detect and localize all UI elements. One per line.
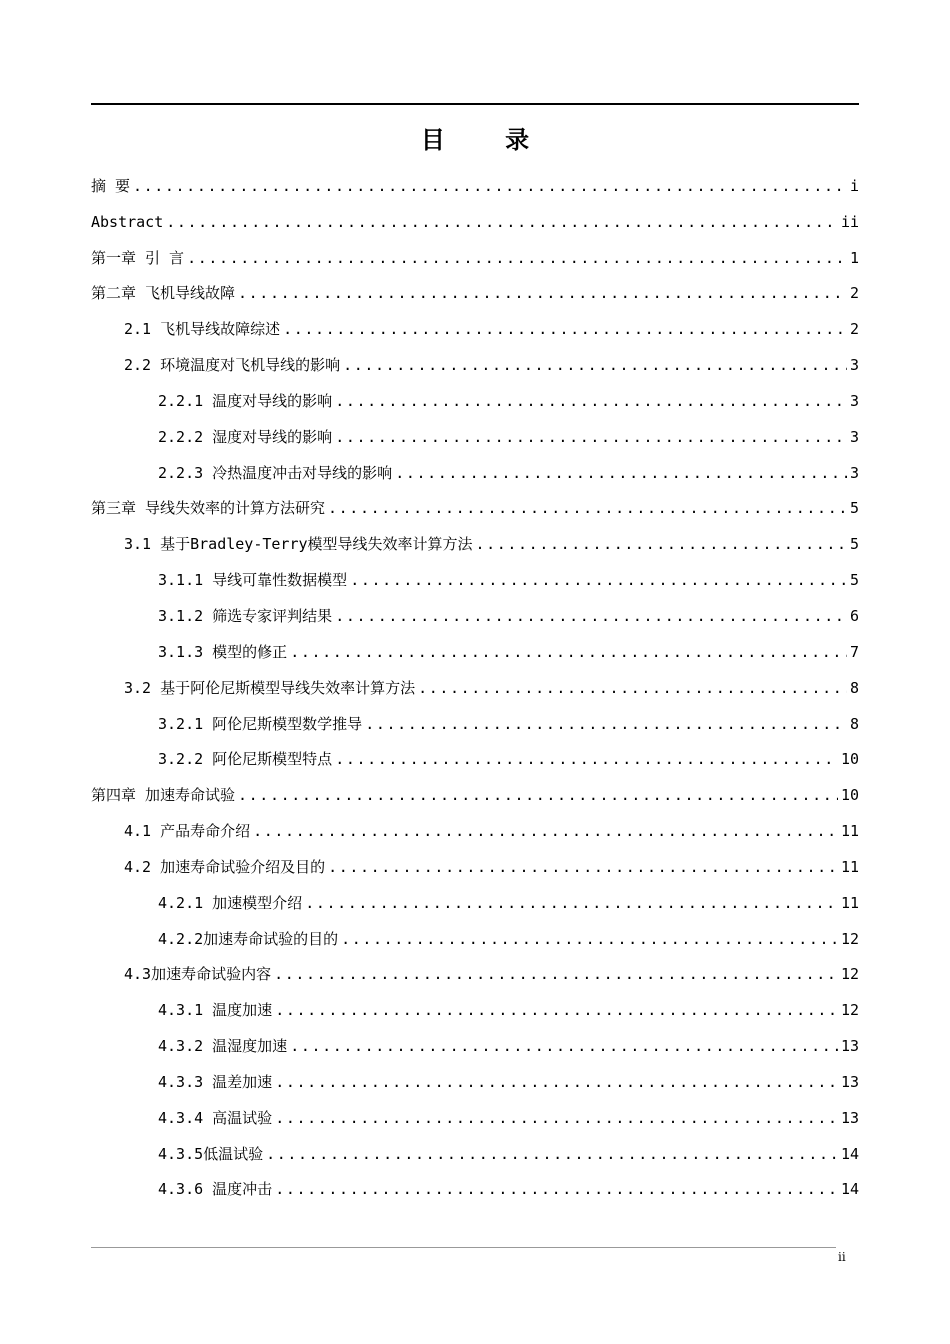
toc-list [91, 163, 859, 1202]
toc-entry[interactable] [91, 486, 859, 522]
toc-entry-page: 6 [849, 606, 859, 625]
toc-entry[interactable] [91, 952, 859, 988]
toc-dot-leader [275, 1072, 838, 1095]
toc-entry-page: 11 [840, 893, 859, 912]
toc-dot-leader [335, 606, 847, 629]
toc-dot-leader [238, 283, 847, 306]
footer-rule [91, 1247, 836, 1248]
toc-dot-leader [275, 1108, 838, 1131]
toc-dot-leader [238, 785, 838, 808]
toc-dot-leader [476, 534, 847, 557]
toc-entry-label: 2.2 环境温度对飞机导线的影响 [124, 356, 341, 375]
toc-dot-leader [275, 1000, 838, 1023]
toc-entry[interactable] [91, 378, 859, 414]
toc-entry[interactable] [91, 701, 859, 737]
toc-entry-label: 4.3.3 温差加速 [158, 1072, 273, 1091]
toc-entry[interactable] [91, 414, 859, 450]
toc-entry-label: 4.2.2加速寿命试验的目的 [158, 929, 339, 948]
toc-entry[interactable] [91, 987, 859, 1023]
toc-entry-label: 3.2.2 阿伦尼斯模型特点 [158, 750, 333, 769]
toc-dot-leader [418, 678, 847, 701]
toc-entry[interactable] [91, 737, 859, 773]
toc-entry-label: 第三章 导线失效率的计算方法研究 [91, 499, 326, 518]
toc-entry[interactable] [91, 808, 859, 844]
toc-entry[interactable] [91, 593, 859, 629]
toc-entry-label: 第四章 加速寿命试验 [91, 786, 236, 805]
toc-entry-label: 2.2.3 冷热温度冲击对导线的影响 [158, 463, 393, 482]
toc-entry-label: 4.2.1 加速模型介绍 [158, 893, 303, 912]
toc-entry-page: 11 [840, 822, 859, 841]
toc-dot-leader [283, 319, 847, 342]
toc-dot-leader [253, 821, 838, 844]
toc-entry-label: 2.1 飞机导线故障综述 [124, 320, 281, 339]
toc-entry[interactable] [91, 1059, 859, 1095]
toc-entry-label: 4.3.4 高温试验 [158, 1108, 273, 1127]
toc-dot-leader [365, 714, 847, 737]
footer-page-number: ii [838, 1250, 846, 1264]
toc-entry[interactable] [91, 450, 859, 486]
toc-entry[interactable] [91, 1131, 859, 1167]
toc-entry[interactable] [91, 1095, 859, 1131]
toc-entry-page: 5 [849, 571, 859, 590]
toc-dot-leader [328, 857, 838, 880]
toc-entry-label: 4.2 加速寿命试验介绍及目的 [124, 857, 326, 876]
toc-entry-label: 第二章 飞机导线故障 [91, 284, 236, 303]
toc-dot-leader [275, 1179, 838, 1202]
toc-entry-page: i [849, 176, 859, 195]
toc-entry-label: 3.2 基于阿伦尼斯模型导线失效率计算方法 [124, 678, 416, 697]
toc-dot-leader [350, 570, 847, 593]
toc-entry-label: 3.2.1 阿伦尼斯模型数学推导 [158, 714, 363, 733]
toc-entry-label: 2.2.1 温度对导线的影响 [158, 391, 333, 410]
toc-entry-page: 3 [849, 356, 859, 375]
toc-entry-page: 12 [840, 965, 859, 984]
toc-dot-leader [335, 749, 838, 772]
toc-entry-page: 5 [849, 499, 859, 518]
toc-dot-leader [335, 427, 847, 450]
toc-entry-label: 4.3.2 温湿度加速 [158, 1037, 288, 1056]
toc-entry-label: 4.3.5低温试验 [158, 1144, 264, 1163]
toc-entry[interactable] [91, 342, 859, 378]
toc-entry[interactable] [91, 1023, 859, 1059]
toc-entry-page: 14 [840, 1180, 859, 1199]
toc-entry-page: 14 [840, 1144, 859, 1163]
toc-entry-label: 4.3.1 温度加速 [158, 1001, 273, 1020]
toc-entry-page: 8 [849, 678, 859, 697]
toc-entry-label: 4.1 产品寿命介绍 [124, 822, 251, 841]
toc-entry[interactable] [91, 1167, 859, 1203]
toc-entry-page: 12 [840, 929, 859, 948]
toc-entry-label: Abstract [91, 212, 164, 231]
toc-dot-leader [343, 355, 847, 378]
toc-entry-page: 2 [849, 284, 859, 303]
toc-entry-label: 摘 要 [91, 176, 131, 195]
toc-entry[interactable] [91, 163, 859, 199]
toc-entry-page: 13 [840, 1108, 859, 1127]
toc-entry[interactable] [91, 306, 859, 342]
toc-dot-leader [328, 498, 847, 521]
toc-entry[interactable] [91, 235, 859, 271]
toc-entry[interactable] [91, 271, 859, 307]
toc-entry-page: 7 [849, 642, 859, 661]
toc-entry[interactable] [91, 665, 859, 701]
toc-entry-label: 4.3.6 温度冲击 [158, 1180, 273, 1199]
toc-entry-page: ii [840, 212, 859, 231]
toc-entry-label: 3.1.2 筛选专家评判结果 [158, 606, 333, 625]
toc-entry-page: 12 [840, 1001, 859, 1020]
toc-entry-page: 13 [840, 1037, 859, 1056]
toc-dot-leader [187, 248, 847, 271]
toc-dot-leader [395, 463, 847, 486]
toc-entry[interactable] [91, 880, 859, 916]
toc-dot-leader [274, 964, 838, 987]
page-title: 目 录 [420, 126, 556, 154]
toc-entry[interactable] [91, 844, 859, 880]
toc-entry-page: 1 [849, 248, 859, 267]
toc-dot-leader [290, 642, 847, 665]
toc-dot-leader [166, 212, 838, 235]
toc-dot-leader [335, 391, 847, 414]
toc-entry-page: 10 [840, 786, 859, 805]
toc-dot-leader [266, 1144, 838, 1167]
toc-entry-label: 第一章 引 言 [91, 248, 185, 267]
toc-entry[interactable] [91, 916, 859, 952]
toc-entry-page: 3 [849, 427, 859, 446]
toc-entry-label: 3.1.3 模型的修正 [158, 642, 288, 661]
toc-entry-page: 3 [849, 463, 859, 482]
toc-entry[interactable] [91, 772, 859, 808]
toc-entry-page: 10 [840, 750, 859, 769]
toc-dot-leader [290, 1036, 838, 1059]
toc-entry[interactable] [91, 199, 859, 235]
toc-entry[interactable] [91, 629, 859, 665]
toc-dot-leader [305, 893, 838, 916]
header-rule [91, 103, 859, 105]
toc-entry-page: 13 [840, 1072, 859, 1091]
toc-entry-page: 2 [849, 320, 859, 339]
toc-dot-leader [341, 929, 838, 952]
toc-entry[interactable] [91, 557, 859, 593]
toc-entry-label: 2.2.2 湿度对导线的影响 [158, 427, 333, 446]
toc-entry-page: 5 [849, 535, 859, 554]
toc-entry-label: 3.1 基于Bradley-Terry模型导线失效率计算方法 [124, 535, 473, 554]
toc-entry-page: 8 [849, 714, 859, 733]
toc-entry-label: 4.3加速寿命试验内容 [124, 965, 272, 984]
toc-entry-label: 3.1.1 导线可靠性数据模型 [158, 571, 348, 590]
toc-entry-page: 3 [849, 391, 859, 410]
toc-dot-leader [133, 176, 847, 199]
toc-entry-page: 11 [840, 857, 859, 876]
toc-entry[interactable] [91, 521, 859, 557]
